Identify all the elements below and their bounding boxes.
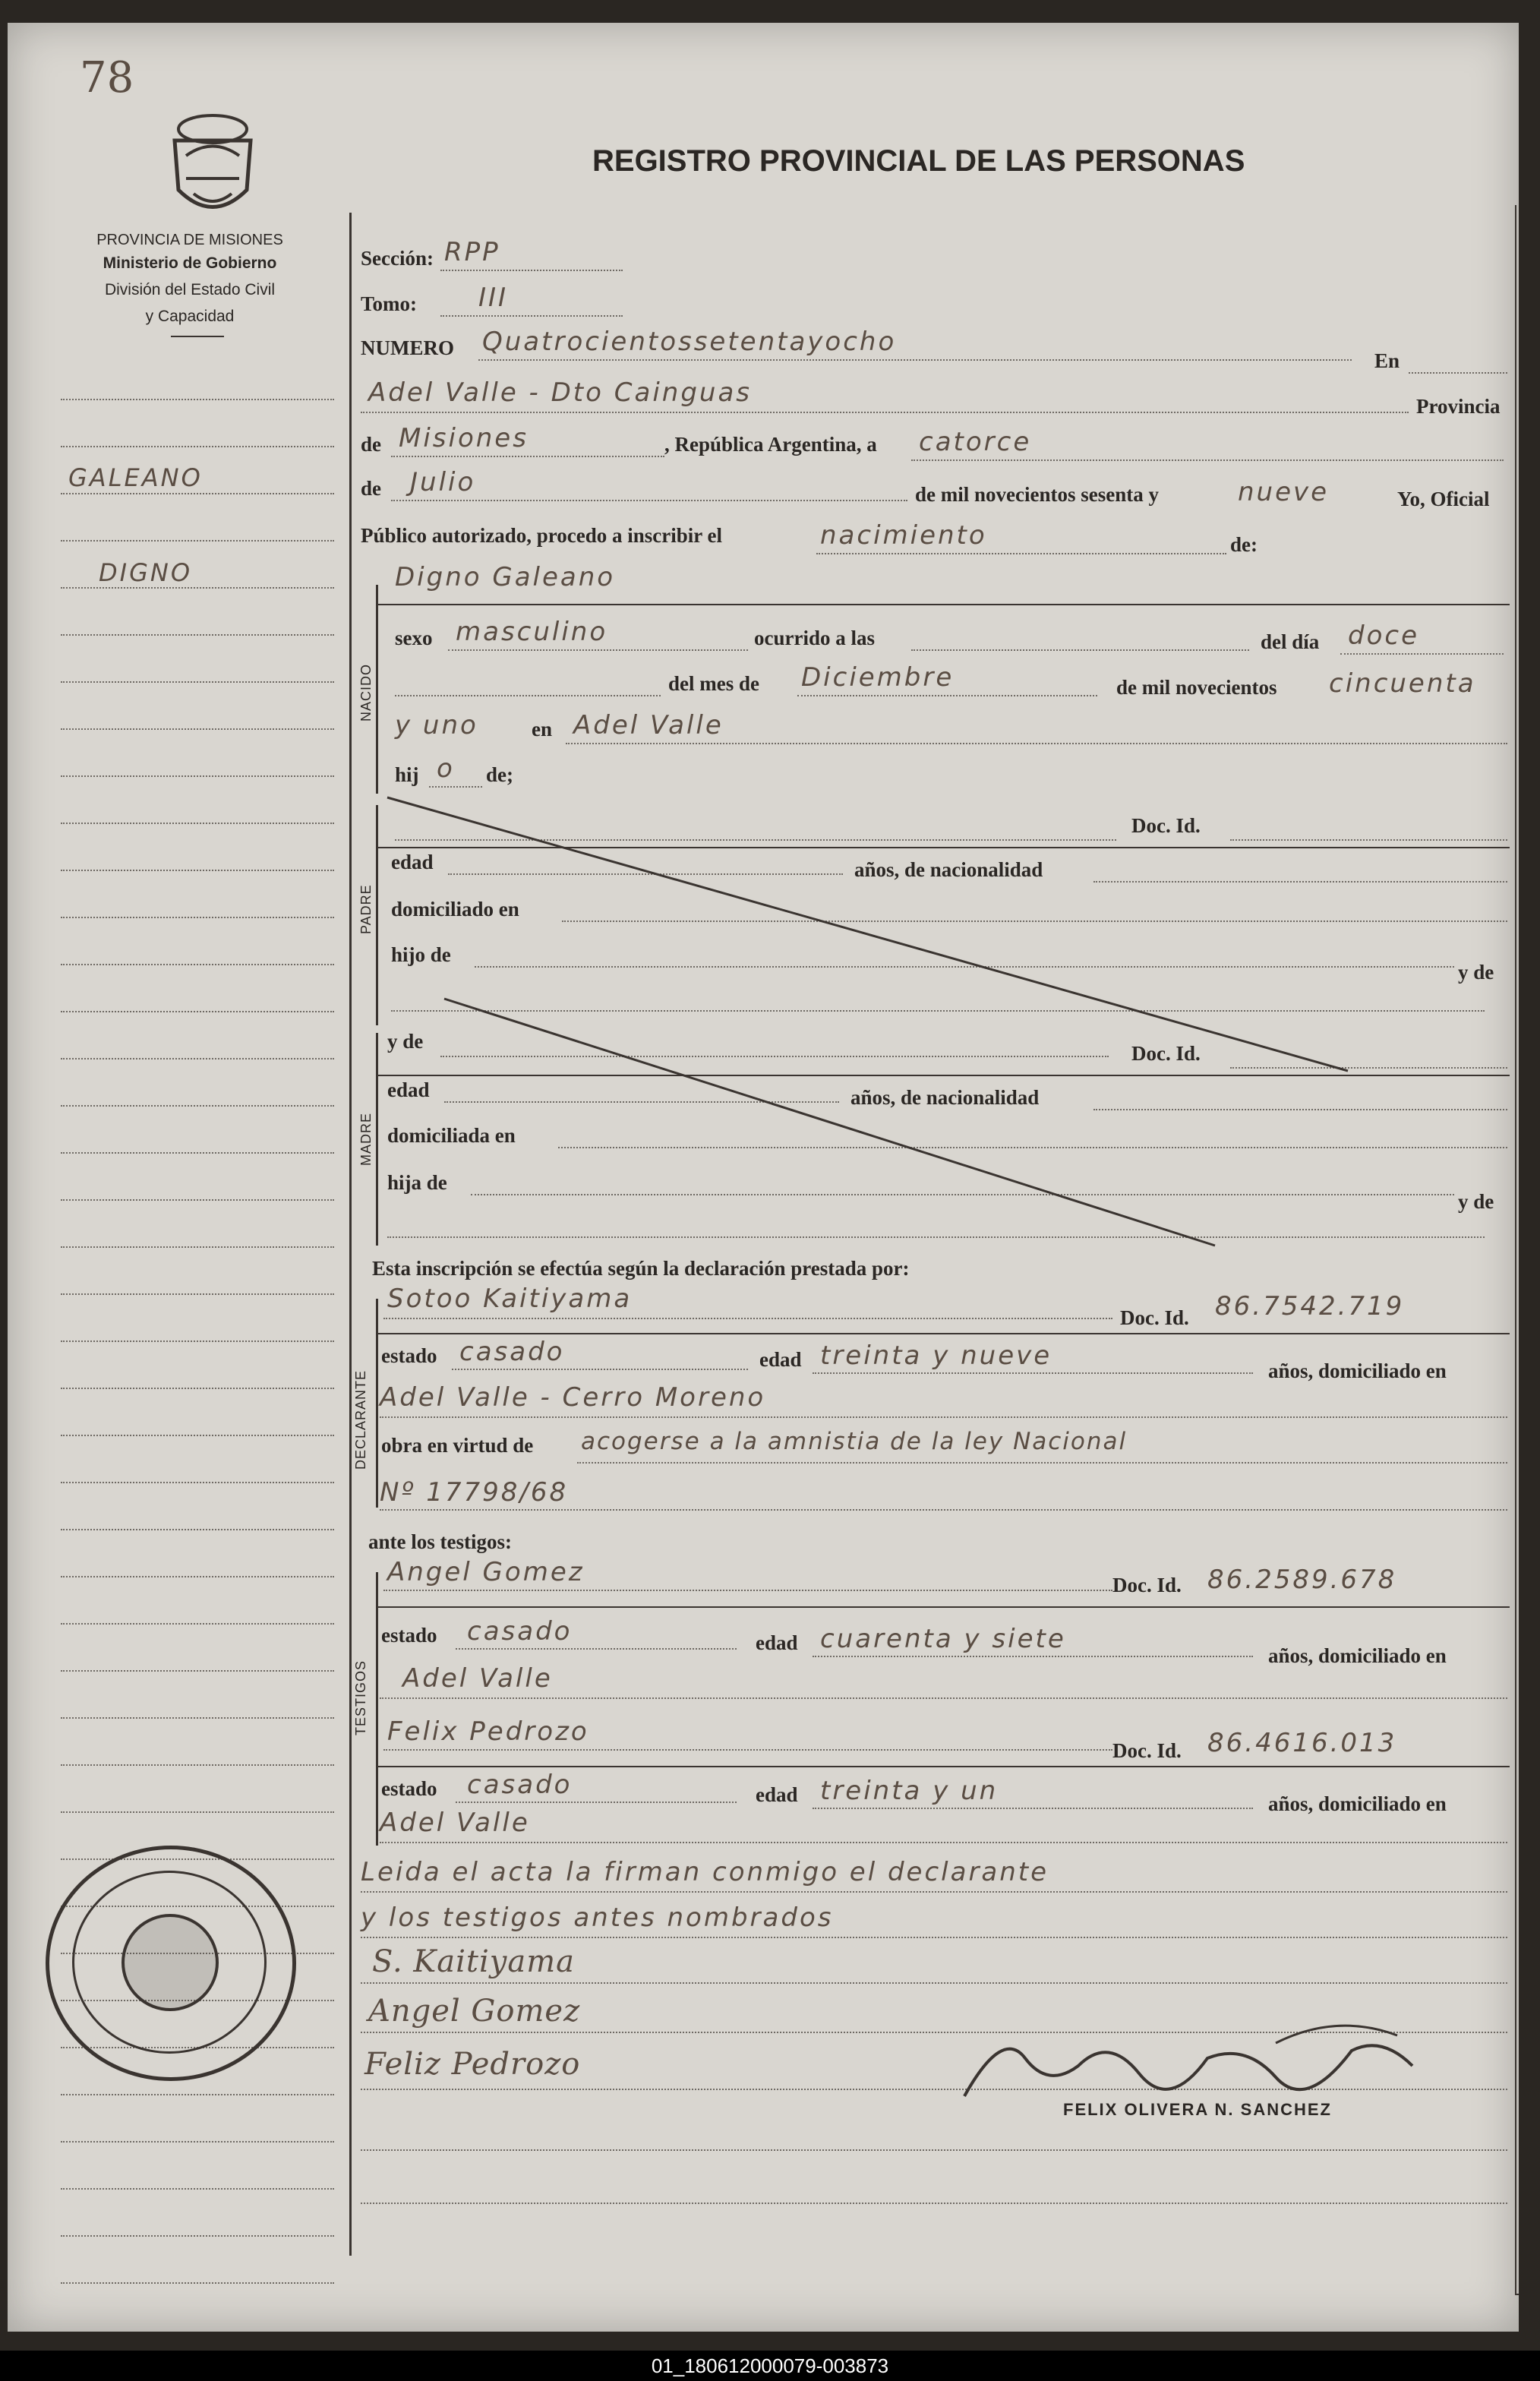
page-corner bbox=[1515, 2294, 1519, 2295]
margin-rule bbox=[61, 2141, 334, 2143]
margin-rule bbox=[61, 1717, 334, 1719]
declarante-doc-label: Doc. Id. bbox=[1120, 1306, 1189, 1329]
de-mil-label: de mil novecientos sesenta y bbox=[915, 483, 1159, 506]
en2-label: en bbox=[532, 718, 552, 741]
cancel-strokes bbox=[8, 23, 1519, 1314]
de-mil-nov-label: de mil novecientos bbox=[1116, 676, 1277, 699]
lugar-value: Adel Valle - Dto Cainguas bbox=[368, 377, 752, 408]
declarante-virtud: acogerse a la amnistia de la ley Nacional bbox=[581, 1428, 1128, 1455]
testigo1-estado-line bbox=[456, 1648, 737, 1650]
declarante-estado-line bbox=[452, 1369, 748, 1370]
de-label-1: de bbox=[361, 433, 381, 456]
declarante-estado: casado bbox=[459, 1337, 565, 1367]
declarante-bracket bbox=[376, 1299, 378, 1508]
testigo2-nombre: Felix Pedrozo bbox=[387, 1716, 589, 1747]
closing-line-1-rule bbox=[361, 1891, 1507, 1893]
padre-hijo-label: hijo de bbox=[391, 943, 451, 966]
closing-line-2-rule bbox=[361, 1937, 1507, 1938]
margin-rule bbox=[61, 1764, 334, 1766]
madre-hija-label: hija de bbox=[387, 1171, 447, 1194]
obra-virtud-label: obra en virtud de bbox=[381, 1434, 534, 1457]
signature-rule-4 bbox=[361, 2149, 1507, 2151]
testigo1-estado: casado bbox=[467, 1616, 573, 1647]
closing-line-1: Leida el acta la firman conmigo el declarante bbox=[361, 1857, 1049, 1887]
madre-domicilio-label: domiciliada en bbox=[387, 1124, 516, 1147]
signature-rule-5 bbox=[361, 2203, 1507, 2204]
del-dia-label: del día bbox=[1261, 630, 1320, 653]
esta-inscripcion-label: Esta inscripción se efectúa según la declaración prestada por: bbox=[372, 1257, 910, 1280]
declarante-edad-label: edad bbox=[759, 1348, 802, 1371]
testigo2-edad: treinta y un bbox=[820, 1776, 999, 1806]
declarante-edad-line bbox=[813, 1372, 1253, 1374]
madre-anos-label: años, de nacionalidad bbox=[850, 1086, 1040, 1109]
padre-section-label: PADRE bbox=[358, 884, 374, 934]
padre-y-de-label: y de bbox=[1458, 961, 1494, 984]
ocurrido-label: ocurrido a las bbox=[754, 627, 875, 649]
stamp-emblem bbox=[121, 1914, 219, 2011]
margin-rule bbox=[61, 1388, 334, 1389]
division-label: División del Estado Civil bbox=[104, 281, 276, 298]
virtud-line bbox=[577, 1462, 1507, 1464]
dia-value: doce bbox=[1348, 621, 1419, 651]
declarante-doc: 86.7542.719 bbox=[1215, 1291, 1405, 1322]
padre-domicilio-label: domiciliado en bbox=[391, 898, 519, 921]
testigo1-estado-label: estado bbox=[381, 1624, 437, 1647]
provincia-label: Provincia bbox=[1416, 395, 1501, 418]
signature-rule-1 bbox=[361, 1982, 1507, 1984]
publico-label: Público autorizado, procedo a inscribir el bbox=[361, 524, 722, 547]
de-label-2: de bbox=[361, 477, 381, 500]
testigo1-edad-line bbox=[813, 1656, 1253, 1657]
margin-rule bbox=[61, 1670, 334, 1672]
nacido-section-label: NACIDO bbox=[358, 663, 374, 722]
margin-rule bbox=[61, 1435, 334, 1436]
seccion-label: Sección: bbox=[361, 247, 434, 270]
margin-rule bbox=[61, 1623, 334, 1625]
margin-name: DIGNO bbox=[99, 558, 192, 587]
margin-rule bbox=[61, 2282, 334, 2284]
testigo2-estado-line bbox=[456, 1802, 737, 1803]
testigo2-rule bbox=[378, 1766, 1510, 1767]
testigo2-edad-label: edad bbox=[756, 1783, 798, 1806]
provincia-value: Misiones bbox=[399, 423, 529, 453]
province-label: PROVINCIA DE MISIONES bbox=[96, 232, 283, 248]
testigo1-doc: 86.2589.678 bbox=[1207, 1565, 1397, 1595]
testigo2-nombre-line bbox=[383, 1749, 1112, 1751]
official-name: FELIX OLIVERA N. SANCHEZ bbox=[1063, 2100, 1332, 2119]
anio-nac2-value: y uno bbox=[395, 710, 478, 741]
signature-declarante: S. Kaitiyama bbox=[372, 1944, 576, 1979]
madre-y-de-label: y de bbox=[387, 1030, 424, 1053]
en-label: En bbox=[1374, 349, 1400, 372]
declarante-dom-line bbox=[380, 1416, 1507, 1418]
testigo1-edad: cuarenta y siete bbox=[820, 1624, 1066, 1654]
hij-value: o bbox=[437, 753, 455, 784]
testigo2-estado: casado bbox=[467, 1770, 573, 1800]
lugar-nac-value: Adel Valle bbox=[573, 710, 724, 741]
anio-nac-value: cincuenta bbox=[1329, 668, 1476, 699]
testigo1-nombre: Angel Gomez bbox=[387, 1557, 585, 1587]
margin-rule bbox=[61, 1529, 334, 1530]
numero-value: Quatrocientossetentayocho bbox=[482, 327, 897, 357]
margin-rule bbox=[61, 1811, 334, 1813]
testigo1-domicilio: Adel Valle bbox=[402, 1663, 553, 1694]
de-semi-label: de; bbox=[486, 763, 513, 786]
testigo2-edad-line bbox=[813, 1808, 1253, 1809]
tomo-label: Tomo: bbox=[361, 292, 418, 315]
ante-testigos-label: ante los testigos: bbox=[368, 1530, 512, 1553]
margin-rule bbox=[61, 1340, 334, 1342]
madre-doc-label: Doc. Id. bbox=[1131, 1042, 1201, 1065]
testigo1-edad-label: edad bbox=[756, 1631, 798, 1654]
madre-section-label: MADRE bbox=[358, 1112, 374, 1166]
testigo1-dom-line bbox=[380, 1697, 1507, 1699]
dia-inscripcion-value: catorce bbox=[919, 427, 1032, 457]
mes-inscripcion-value: Julio bbox=[410, 467, 476, 497]
signature-testigo-2: Feliz Pedrozo bbox=[364, 2047, 581, 2082]
folio-number: 78 bbox=[80, 53, 134, 103]
declarante-estado-label: estado bbox=[381, 1344, 437, 1367]
declarante-section-label: DECLARANTE bbox=[353, 1369, 368, 1470]
padre-edad-label: edad bbox=[391, 851, 434, 873]
declarante-anos-label: años, domiciliado en bbox=[1268, 1359, 1447, 1382]
testigo2-anos-label: años, domiciliado en bbox=[1268, 1792, 1447, 1815]
padre-doc-label: Doc. Id. bbox=[1131, 814, 1201, 837]
sexo-value: masculino bbox=[456, 617, 608, 647]
signature-testigo-1: Angel Gomez bbox=[368, 1994, 581, 2029]
de-colon-label: de: bbox=[1230, 533, 1258, 556]
testigo1-doc-label: Doc. Id. bbox=[1112, 1574, 1182, 1596]
register-page bbox=[8, 23, 1519, 2332]
del-mes-label: del mes de bbox=[668, 672, 759, 695]
testigos-bracket bbox=[376, 1572, 378, 1846]
mes-value: Diciembre bbox=[801, 662, 955, 693]
margin-surname: GALEANO bbox=[68, 463, 203, 492]
sexo-label: sexo bbox=[395, 627, 433, 649]
margin-rule bbox=[61, 2094, 334, 2095]
testigos-section-label: TESTIGOS bbox=[353, 1659, 368, 1735]
yo-oficial-label: Yo, Oficial bbox=[1397, 488, 1490, 510]
testigo1-rule bbox=[378, 1606, 1510, 1608]
declarante-rule bbox=[378, 1333, 1510, 1334]
anio-value: nueve bbox=[1238, 477, 1330, 507]
official-signature-icon bbox=[957, 2013, 1428, 2111]
capacity-label: y Capacidad bbox=[145, 308, 235, 325]
margin-rule bbox=[61, 2188, 334, 2190]
numero-label: NUMERO bbox=[361, 336, 454, 359]
madre-edad-label: edad bbox=[387, 1078, 430, 1101]
image-id-footer: 01_180612000079-003873 bbox=[0, 2351, 1540, 2381]
testigo1-anos-label: años, domiciliado en bbox=[1268, 1644, 1447, 1667]
margin-rule bbox=[61, 1576, 334, 1577]
declarante-nombre: Sotoo Kaitiyama bbox=[387, 1284, 633, 1314]
declarante-domicilio: Adel Valle - Cerro Moreno bbox=[380, 1382, 766, 1413]
testigo2-doc: 86.4616.013 bbox=[1207, 1728, 1397, 1758]
declarante-nombre-line bbox=[383, 1318, 1112, 1319]
testigo2-dom-line bbox=[380, 1842, 1507, 1843]
nombre-value: Digno Galeano bbox=[395, 562, 616, 592]
ministry-label: Ministerio de Gobierno bbox=[103, 254, 277, 272]
madre-y-de-end-label: y de bbox=[1458, 1190, 1494, 1213]
page-title: REGISTRO PROVINCIAL DE LAS PERSONAS bbox=[592, 144, 1245, 178]
testigo2-estado-label: estado bbox=[381, 1777, 437, 1800]
padre-anos-label: años, de nacionalidad bbox=[854, 858, 1043, 881]
testigo2-doc-label: Doc. Id. bbox=[1112, 1739, 1182, 1762]
tomo-value: III bbox=[478, 283, 509, 313]
seccion-value: RPP bbox=[444, 237, 500, 267]
testigo1-nombre-line bbox=[383, 1590, 1112, 1591]
republica-label: , República Argentina, a bbox=[664, 433, 877, 456]
official-stamp-icon bbox=[46, 1846, 296, 2081]
margin-rule bbox=[61, 2235, 334, 2237]
acto-value: nacimiento bbox=[820, 520, 987, 551]
closing-line-2: y los testigos antes nombrados bbox=[361, 1903, 834, 1933]
declarante-edad: treinta y nueve bbox=[820, 1340, 1052, 1371]
declarante-ley: Nº 17798/68 bbox=[380, 1477, 569, 1508]
margin-rule bbox=[61, 1482, 334, 1483]
hij-label: hij bbox=[395, 763, 419, 786]
ley-line bbox=[380, 1509, 1507, 1511]
testigo2-domicilio: Adel Valle bbox=[380, 1808, 530, 1838]
